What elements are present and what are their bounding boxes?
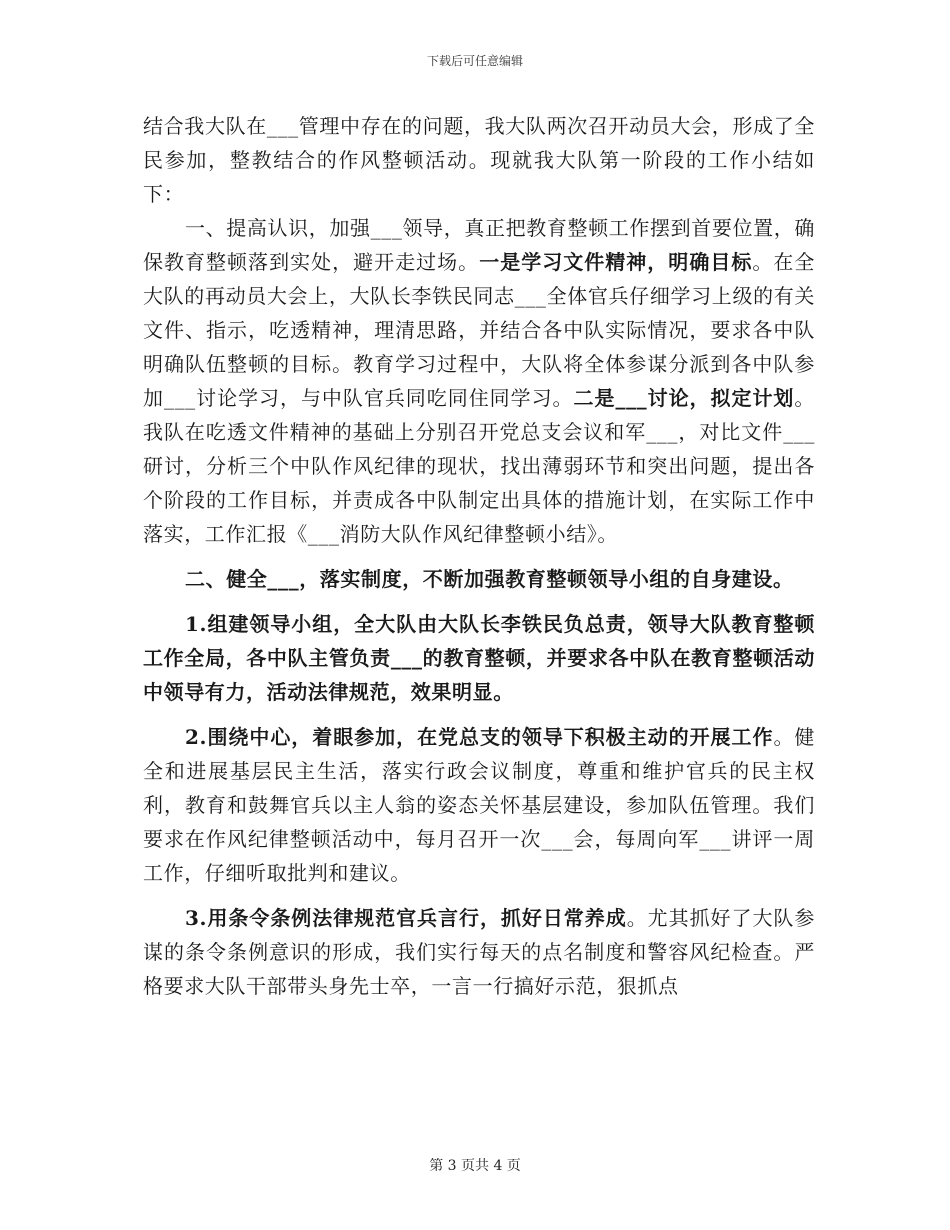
item-2-bold: 2.围绕中心，着眼参加，在党总支的领导下积极主动的开展工作 (185, 725, 774, 749)
point-two-text: 。我队在吃透文件精神的基础上分别召开党总支会议和军___，对比文件___研讨，分析三个中队作风纪律的现状，找出薄弱环节和突出问题，提出各个阶段的工作目标，并责成各中队制定出具体的措施计划，在实际工作中落实，工作汇报《___消防大队作风纪律整顿小结》。 (143, 386, 816, 546)
point-one-text: 。在全大队的再动员大会上，大队长李铁民同志___全体官兵仔细学习上级的有关文件、指示，吃透精神，理清思路，并结合各中队实际情况，要求各中队明确队伍整顿的目标。教育学习过程中，大队将全体参谋分派到各中队参加___讨论学习，与中队官兵同吃同住同学习。 (143, 250, 815, 410)
item-2-text: 。健全和进展基层民主生活，落实行政会议制度，尊重和维护官兵的民主权利，教育和鼓舞官兵以主人翁的姿态关怀基层建设，参加队伍管理。我们要求在作风纪律整顿活动中，每月召开一次___会，每周向军___讲评一周工作，仔细听取批判和建议。 (143, 725, 816, 885)
item-3-bold: 3.用条令条例法律规范官兵言行，抓好日常养成 (185, 906, 627, 930)
paragraph-intro: 结合我大队在___管理中存在的问题，我大队两次召开动员大会，形成了全民参加，整教结合的作风整顿活动。现就我大队第一阶段的工作小结如下： (143, 114, 815, 206)
point-one-bold: 一是学习文件精神，明确目标 (479, 250, 753, 274)
item-3-text: 。尤其抓好了大队参谋的条令条例意识的形成，我们实行每天的点名制度和警容风纪检查。严格要求大队干部带头身先士卒，一言一行搞好示范，狠抓点 (143, 906, 815, 998)
item-3-paragraph (143, 901, 815, 1003)
section-2-heading: 二、健全___，落实制度，不断加强教育整顿领导小组的自身建设。 (185, 567, 794, 591)
paragraph-section-1 (143, 211, 815, 551)
item-2-paragraph (143, 720, 815, 890)
page-footer-number: 第 3 页共 4 页 (429, 1158, 521, 1174)
point-two-bold: 二是___讨论，拟定计划 (573, 386, 795, 410)
section-1-heading: 一、提高认识，加强___领导，真正把教育整顿工作摆到首要位置，确保教育整顿落到实处，避开走过场。 (143, 216, 815, 274)
item-1-paragraph: 1.组建领导小组，全大队由大队长李铁民负总责，领导大队教育整顿工作全局，各中队主管负责___的教育整顿，并要求各中队在教育整顿活动中领导有力，活动法律规范，效果明显。 (143, 612, 815, 704)
page-header-note: 下载后可任意编辑 (426, 54, 523, 68)
document-body (143, 109, 815, 1003)
